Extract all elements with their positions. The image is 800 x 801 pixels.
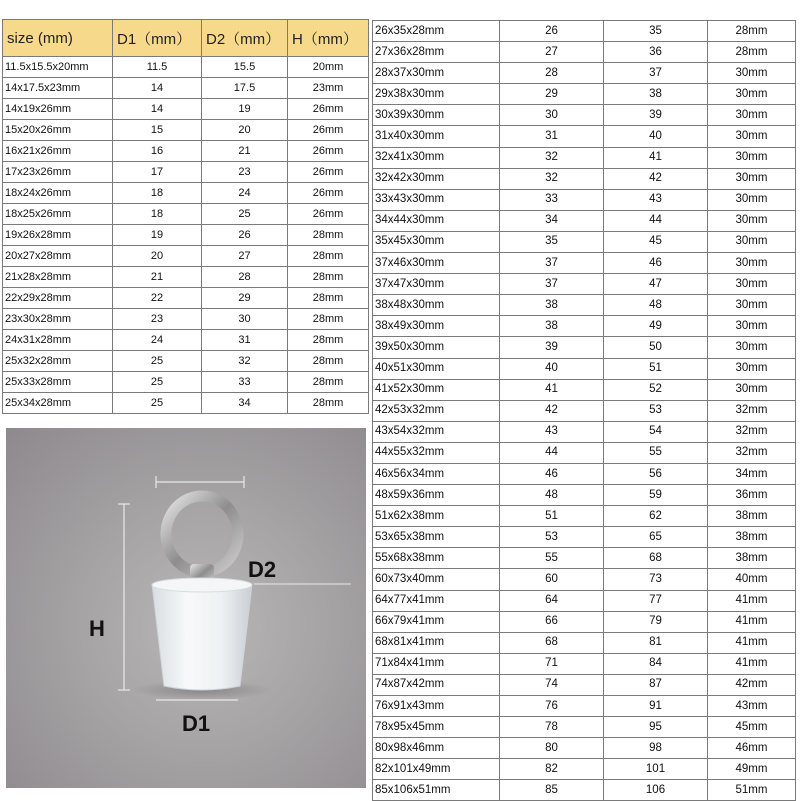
table-row bbox=[373, 653, 796, 674]
cell-d1: 41 bbox=[500, 379, 604, 400]
cell-d1: 42 bbox=[500, 400, 604, 421]
cell-h: 42mm bbox=[708, 674, 796, 695]
cell-h: 30mm bbox=[708, 231, 796, 252]
table-row bbox=[3, 330, 369, 351]
cell-h: 28mm bbox=[288, 372, 369, 393]
cell-h: 30mm bbox=[708, 316, 796, 337]
cell-h: 26mm bbox=[288, 162, 369, 183]
cell-d1: 26 bbox=[500, 21, 604, 42]
table-row bbox=[3, 78, 369, 99]
cell-h: 41mm bbox=[708, 590, 796, 611]
cell-size: 74x87x42mm bbox=[373, 674, 500, 695]
table-row bbox=[373, 674, 796, 695]
cell-h: 43mm bbox=[708, 696, 796, 717]
table-row bbox=[373, 253, 796, 274]
cell-h: 20mm bbox=[288, 57, 369, 78]
table-row bbox=[3, 267, 369, 288]
cell-d2: 28 bbox=[202, 267, 288, 288]
table-row bbox=[373, 611, 796, 632]
cell-d1: 78 bbox=[500, 717, 604, 738]
cell-size: 53x65x38mm bbox=[373, 527, 500, 548]
cell-d1: 80 bbox=[500, 738, 604, 759]
cell-d1: 14 bbox=[113, 78, 202, 99]
cell-d1: 74 bbox=[500, 674, 604, 695]
cell-size: 25x32x28mm bbox=[3, 351, 113, 372]
cell-size: 78x95x45mm bbox=[373, 717, 500, 738]
cell-size: 68x81x41mm bbox=[373, 632, 500, 653]
table-row bbox=[373, 506, 796, 527]
table-row bbox=[373, 780, 796, 801]
cell-size: 23x30x28mm bbox=[3, 309, 113, 330]
cell-h: 30mm bbox=[708, 84, 796, 105]
cell-size: 15x20x26mm bbox=[3, 120, 113, 141]
table-row bbox=[3, 309, 369, 330]
cell-h: 46mm bbox=[708, 738, 796, 759]
table-row bbox=[3, 183, 369, 204]
cell-h: 30mm bbox=[708, 105, 796, 126]
cell-size: 24x31x28mm bbox=[3, 330, 113, 351]
cell-h: 30mm bbox=[708, 126, 796, 147]
cell-d1: 25 bbox=[113, 372, 202, 393]
cell-d2: 95 bbox=[604, 717, 708, 738]
cell-d2: 68 bbox=[604, 548, 708, 569]
cell-d1: 11.5 bbox=[113, 57, 202, 78]
cell-d2: 65 bbox=[604, 527, 708, 548]
cell-d1: 85 bbox=[500, 780, 604, 801]
cell-size: 42x53x32mm bbox=[373, 400, 500, 421]
table-row bbox=[3, 351, 369, 372]
cell-d2: 73 bbox=[604, 569, 708, 590]
cell-d1: 51 bbox=[500, 506, 604, 527]
cell-h: 30mm bbox=[708, 189, 796, 210]
cell-size: 51x62x38mm bbox=[373, 506, 500, 527]
table-row bbox=[3, 204, 369, 225]
cell-h: 26mm bbox=[288, 141, 369, 162]
cell-d2: 45 bbox=[604, 231, 708, 252]
product-photo bbox=[6, 428, 366, 788]
table-row bbox=[373, 63, 796, 84]
cell-h: 28mm bbox=[288, 393, 369, 414]
cell-d2: 59 bbox=[604, 485, 708, 506]
cell-size: 71x84x41mm bbox=[373, 653, 500, 674]
cell-d1: 18 bbox=[113, 204, 202, 225]
cell-size: 18x24x26mm bbox=[3, 183, 113, 204]
cell-d1: 25 bbox=[113, 351, 202, 372]
cell-d1: 43 bbox=[500, 421, 604, 442]
cell-h: 38mm bbox=[708, 527, 796, 548]
table-header-row bbox=[3, 20, 369, 57]
cell-d2: 32 bbox=[202, 351, 288, 372]
table-row bbox=[373, 316, 796, 337]
cell-d2: 35 bbox=[604, 21, 708, 42]
cell-size: 40x51x30mm bbox=[373, 358, 500, 379]
eye-bolt-ring bbox=[166, 496, 238, 572]
cell-h: 32mm bbox=[708, 442, 796, 463]
cell-size: 11.5x15.5x20mm bbox=[3, 57, 113, 78]
table-row bbox=[373, 168, 796, 189]
cell-d1: 35 bbox=[500, 231, 604, 252]
table-row bbox=[373, 569, 796, 590]
cell-h: 36mm bbox=[708, 485, 796, 506]
cell-d2: 36 bbox=[604, 42, 708, 63]
cell-d1: 55 bbox=[500, 548, 604, 569]
table-row bbox=[373, 379, 796, 400]
cell-d1: 76 bbox=[500, 696, 604, 717]
cell-d2: 54 bbox=[604, 421, 708, 442]
cell-d1: 39 bbox=[500, 337, 604, 358]
cell-h: 26mm bbox=[288, 120, 369, 141]
cell-d2: 52 bbox=[604, 379, 708, 400]
cell-d2: 17.5 bbox=[202, 78, 288, 99]
cell-h: 41mm bbox=[708, 611, 796, 632]
cell-d1: 37 bbox=[500, 274, 604, 295]
cell-d2: 79 bbox=[604, 611, 708, 632]
cell-d1: 68 bbox=[500, 632, 604, 653]
cell-h: 41mm bbox=[708, 653, 796, 674]
cell-h: 28mm bbox=[288, 351, 369, 372]
cell-h: 28mm bbox=[288, 225, 369, 246]
cell-d2: 101 bbox=[604, 759, 708, 780]
cell-d2: 26 bbox=[202, 225, 288, 246]
cell-size: 25x33x28mm bbox=[3, 372, 113, 393]
cell-size: 26x35x28mm bbox=[373, 21, 500, 42]
table-row bbox=[3, 393, 369, 414]
table-row bbox=[373, 548, 796, 569]
cell-d2: 33 bbox=[202, 372, 288, 393]
cell-d2: 43 bbox=[604, 189, 708, 210]
cell-h: 28mm bbox=[288, 267, 369, 288]
cell-d2: 62 bbox=[604, 506, 708, 527]
label-h: H bbox=[89, 616, 105, 641]
table-row bbox=[373, 632, 796, 653]
cell-size: 39x50x30mm bbox=[373, 337, 500, 358]
cell-h: 28mm bbox=[288, 246, 369, 267]
cell-size: 30x39x30mm bbox=[373, 105, 500, 126]
cell-h: 30mm bbox=[708, 168, 796, 189]
cell-h: 26mm bbox=[288, 183, 369, 204]
cell-d1: 44 bbox=[500, 442, 604, 463]
cell-d1: 38 bbox=[500, 295, 604, 316]
cell-h: 40mm bbox=[708, 569, 796, 590]
cell-d1: 14 bbox=[113, 99, 202, 120]
table-row bbox=[3, 225, 369, 246]
cell-d1: 40 bbox=[500, 358, 604, 379]
cell-d1: 20 bbox=[113, 246, 202, 267]
cell-d2: 98 bbox=[604, 738, 708, 759]
cell-size: 43x54x32mm bbox=[373, 421, 500, 442]
cell-h: 30mm bbox=[708, 147, 796, 168]
cell-h: 26mm bbox=[288, 99, 369, 120]
cell-h: 38mm bbox=[708, 548, 796, 569]
cell-d1: 53 bbox=[500, 527, 604, 548]
cell-d2: 48 bbox=[604, 295, 708, 316]
cell-h: 26mm bbox=[288, 204, 369, 225]
cell-d1: 34 bbox=[500, 210, 604, 231]
cell-h: 23mm bbox=[288, 78, 369, 99]
cell-size: 31x40x30mm bbox=[373, 126, 500, 147]
cell-h: 30mm bbox=[708, 358, 796, 379]
table-row bbox=[373, 421, 796, 442]
cell-d1: 15 bbox=[113, 120, 202, 141]
cell-d2: 30 bbox=[202, 309, 288, 330]
table-row bbox=[373, 295, 796, 316]
cell-size: 80x98x46mm bbox=[373, 738, 500, 759]
cell-size: 35x45x30mm bbox=[373, 231, 500, 252]
cell-size: 48x59x36mm bbox=[373, 485, 500, 506]
cell-d2: 47 bbox=[604, 274, 708, 295]
cell-h: 28mm bbox=[708, 42, 796, 63]
cell-d1: 17 bbox=[113, 162, 202, 183]
label-d1: D1 bbox=[182, 711, 211, 736]
table-row bbox=[373, 337, 796, 358]
cell-d2: 84 bbox=[604, 653, 708, 674]
cell-d2: 34 bbox=[202, 393, 288, 414]
cell-h: 49mm bbox=[708, 759, 796, 780]
table-row bbox=[373, 274, 796, 295]
cell-d1: 71 bbox=[500, 653, 604, 674]
cell-d2: 106 bbox=[604, 780, 708, 801]
cell-d2: 44 bbox=[604, 210, 708, 231]
cell-d2: 24 bbox=[202, 183, 288, 204]
cell-d2: 38 bbox=[604, 84, 708, 105]
cell-size: 85x106x51mm bbox=[373, 780, 500, 801]
cell-size: 38x49x30mm bbox=[373, 316, 500, 337]
header-d1: D1（mm） bbox=[113, 20, 202, 57]
cell-d1: 22 bbox=[113, 288, 202, 309]
cell-size: 55x68x38mm bbox=[373, 548, 500, 569]
cell-size: 64x77x41mm bbox=[373, 590, 500, 611]
cell-size: 32x42x30mm bbox=[373, 168, 500, 189]
cell-d1: 23 bbox=[113, 309, 202, 330]
cell-h: 30mm bbox=[708, 63, 796, 84]
cell-size: 16x21x26mm bbox=[3, 141, 113, 162]
cell-d2: 46 bbox=[604, 253, 708, 274]
cell-d2: 49 bbox=[604, 316, 708, 337]
table-row bbox=[373, 231, 796, 252]
cell-h: 38mm bbox=[708, 506, 796, 527]
cell-h: 45mm bbox=[708, 717, 796, 738]
cell-d1: 28 bbox=[500, 63, 604, 84]
cell-d2: 40 bbox=[604, 126, 708, 147]
cell-d2: 81 bbox=[604, 632, 708, 653]
cell-size: 44x55x32mm bbox=[373, 442, 500, 463]
cell-d2: 41 bbox=[604, 147, 708, 168]
cell-size: 21x28x28mm bbox=[3, 267, 113, 288]
cell-d2: 56 bbox=[604, 463, 708, 484]
cell-h: 41mm bbox=[708, 632, 796, 653]
cell-size: 38x48x30mm bbox=[373, 295, 500, 316]
header-d2: D2（mm） bbox=[202, 20, 288, 57]
cell-size: 76x91x43mm bbox=[373, 696, 500, 717]
cell-d1: 24 bbox=[113, 330, 202, 351]
cell-d2: 42 bbox=[604, 168, 708, 189]
table-row bbox=[373, 147, 796, 168]
cell-size: 22x29x28mm bbox=[3, 288, 113, 309]
cell-d2: 37 bbox=[604, 63, 708, 84]
cell-size: 19x26x28mm bbox=[3, 225, 113, 246]
label-d2: D2 bbox=[248, 557, 277, 582]
table-row bbox=[373, 126, 796, 147]
cell-d1: 21 bbox=[113, 267, 202, 288]
cell-d1: 18 bbox=[113, 183, 202, 204]
cell-d1: 46 bbox=[500, 463, 604, 484]
cell-d2: 50 bbox=[604, 337, 708, 358]
table-row bbox=[3, 372, 369, 393]
cell-h: 28mm bbox=[288, 330, 369, 351]
table-row bbox=[373, 759, 796, 780]
header-size: size (mm) bbox=[3, 20, 113, 57]
cell-size: 34x44x30mm bbox=[373, 210, 500, 231]
cell-d1: 32 bbox=[500, 168, 604, 189]
cell-d1: 48 bbox=[500, 485, 604, 506]
cell-d1: 30 bbox=[500, 105, 604, 126]
cell-d2: 31 bbox=[202, 330, 288, 351]
cell-size: 60x73x40mm bbox=[373, 569, 500, 590]
table-row bbox=[3, 141, 369, 162]
table-row bbox=[373, 717, 796, 738]
table-row bbox=[373, 84, 796, 105]
cell-d2: 25 bbox=[202, 204, 288, 225]
cell-d2: 55 bbox=[604, 442, 708, 463]
cell-d2: 27 bbox=[202, 246, 288, 267]
cell-size: 32x41x30mm bbox=[373, 147, 500, 168]
cell-d2: 21 bbox=[202, 141, 288, 162]
table-row bbox=[373, 42, 796, 63]
cell-size: 41x52x30mm bbox=[373, 379, 500, 400]
cell-d1: 27 bbox=[500, 42, 604, 63]
cell-h: 30mm bbox=[708, 253, 796, 274]
cell-d2: 23 bbox=[202, 162, 288, 183]
cell-d2: 15.5 bbox=[202, 57, 288, 78]
cell-d1: 31 bbox=[500, 126, 604, 147]
cell-h: 28mm bbox=[288, 288, 369, 309]
table-row bbox=[373, 590, 796, 611]
cell-d2: 51 bbox=[604, 358, 708, 379]
size-table-right bbox=[372, 20, 796, 801]
table-row bbox=[373, 105, 796, 126]
table-row bbox=[373, 463, 796, 484]
cell-d2: 39 bbox=[604, 105, 708, 126]
cell-d1: 25 bbox=[113, 393, 202, 414]
cell-h: 32mm bbox=[708, 421, 796, 442]
cell-d1: 19 bbox=[113, 225, 202, 246]
cell-size: 14x17.5x23mm bbox=[3, 78, 113, 99]
table-row bbox=[373, 400, 796, 421]
cell-size: 66x79x41mm bbox=[373, 611, 500, 632]
rubber-stopper bbox=[152, 584, 252, 690]
table-row bbox=[3, 120, 369, 141]
cell-size: 28x37x30mm bbox=[373, 63, 500, 84]
cell-size: 27x36x28mm bbox=[373, 42, 500, 63]
cell-d1: 60 bbox=[500, 569, 604, 590]
table-row bbox=[373, 210, 796, 231]
cell-h: 32mm bbox=[708, 400, 796, 421]
cell-d2: 19 bbox=[202, 99, 288, 120]
table-row bbox=[373, 485, 796, 506]
cell-h: 30mm bbox=[708, 274, 796, 295]
header-h: H（mm） bbox=[288, 20, 369, 57]
cell-h: 30mm bbox=[708, 210, 796, 231]
table-row bbox=[373, 738, 796, 759]
cell-h: 51mm bbox=[708, 780, 796, 801]
cell-d1: 38 bbox=[500, 316, 604, 337]
table-row bbox=[373, 358, 796, 379]
table-row bbox=[373, 696, 796, 717]
cell-h: 30mm bbox=[708, 337, 796, 358]
cell-d1: 64 bbox=[500, 590, 604, 611]
cell-size: 82x101x49mm bbox=[373, 759, 500, 780]
cell-h: 34mm bbox=[708, 463, 796, 484]
cell-size: 37x47x30mm bbox=[373, 274, 500, 295]
table-row bbox=[3, 57, 369, 78]
cell-size: 29x38x30mm bbox=[373, 84, 500, 105]
cell-h: 30mm bbox=[708, 379, 796, 400]
table-row bbox=[373, 189, 796, 210]
cell-d2: 91 bbox=[604, 696, 708, 717]
table-row bbox=[373, 527, 796, 548]
cell-h: 28mm bbox=[708, 21, 796, 42]
table-row bbox=[373, 21, 796, 42]
table-row bbox=[3, 99, 369, 120]
cell-size: 46x56x34mm bbox=[373, 463, 500, 484]
cell-d1: 37 bbox=[500, 253, 604, 274]
size-table-left bbox=[2, 19, 369, 414]
cell-d1: 16 bbox=[113, 141, 202, 162]
cell-d1: 32 bbox=[500, 147, 604, 168]
cell-d2: 53 bbox=[604, 400, 708, 421]
cell-d2: 20 bbox=[202, 120, 288, 141]
cell-size: 17x23x26mm bbox=[3, 162, 113, 183]
cell-size: 37x46x30mm bbox=[373, 253, 500, 274]
cell-size: 18x25x26mm bbox=[3, 204, 113, 225]
cell-h: 30mm bbox=[708, 295, 796, 316]
cell-d2: 87 bbox=[604, 674, 708, 695]
cell-size: 25x34x28mm bbox=[3, 393, 113, 414]
cell-d2: 77 bbox=[604, 590, 708, 611]
table-row bbox=[3, 288, 369, 309]
cell-d2: 29 bbox=[202, 288, 288, 309]
cell-d1: 33 bbox=[500, 189, 604, 210]
cell-h: 28mm bbox=[288, 309, 369, 330]
cell-d1: 66 bbox=[500, 611, 604, 632]
table-row bbox=[3, 162, 369, 183]
table-row bbox=[3, 246, 369, 267]
cell-size: 20x27x28mm bbox=[3, 246, 113, 267]
cell-d1: 82 bbox=[500, 759, 604, 780]
cell-size: 14x19x26mm bbox=[3, 99, 113, 120]
cell-d1: 29 bbox=[500, 84, 604, 105]
cell-size: 33x43x30mm bbox=[373, 189, 500, 210]
table-row bbox=[373, 442, 796, 463]
